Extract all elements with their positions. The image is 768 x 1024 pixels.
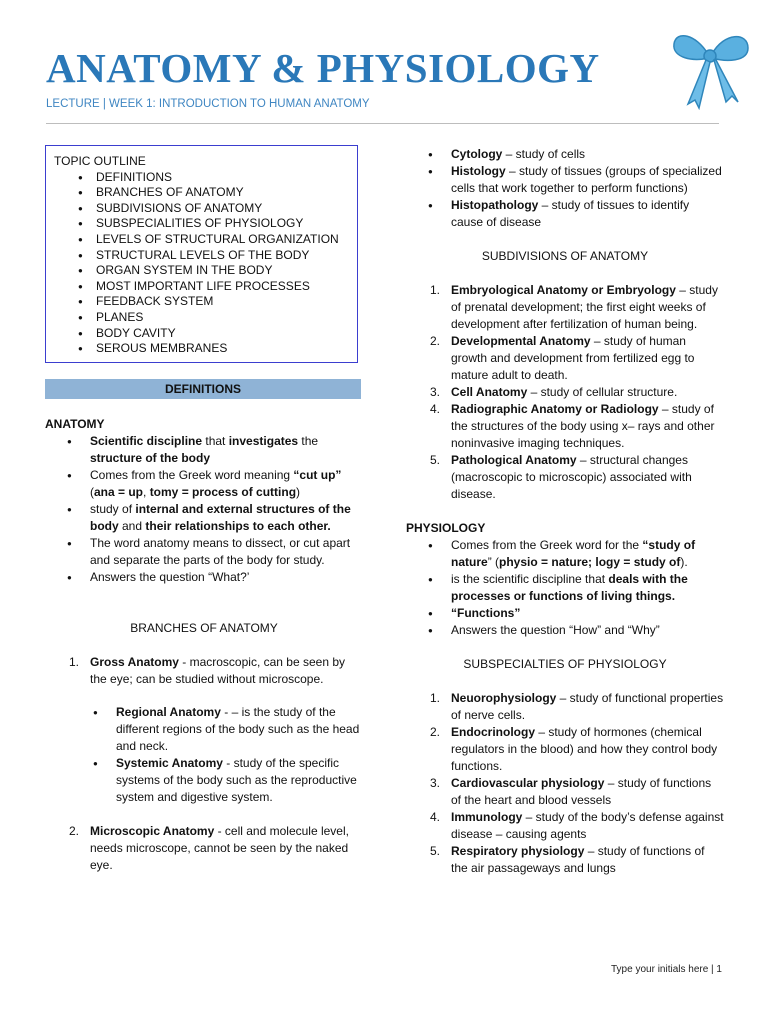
subdivision-item: 2. Developmental Anatomy – study of human growth and development from fertilized egg to mature adult to death. xyxy=(430,334,695,382)
branch-subitem: ● Regional Anatomy - – is the study of the different regions of the body such as the head and neck. xyxy=(45,704,363,755)
page-footer: Type your initials here | 1 xyxy=(611,964,722,975)
outline-list xyxy=(54,170,357,357)
left-column xyxy=(45,416,363,874)
outline-item: ● DEFINITIONS xyxy=(54,170,357,186)
subspecialty-item: 3. Cardiovascular physiology – study of functions of the heart and blood vessels xyxy=(430,776,712,807)
branches-heading: BRANCHES OF ANATOMY xyxy=(130,621,278,635)
outline-item: ● STRUCTURAL LEVELS OF THE BODY xyxy=(54,248,357,264)
physiology-bullet: ● is the scientific discipline that deals with the processes or functions of living things. xyxy=(406,571,724,605)
branch-item: 1. Gross Anatomy - macroscopic, can be seen by the eye; can be studied without microscope. xyxy=(69,655,345,686)
subspecialties-heading: SUBSPECIALTIES OF PHYSIOLOGY xyxy=(463,657,667,671)
physiology-heading: PHYSIOLOGY xyxy=(406,521,486,535)
outline-item: ● ORGAN SYSTEM IN THE BODY xyxy=(54,263,357,279)
outline-item: ● FEEDBACK SYSTEM xyxy=(54,294,357,310)
physiology-bullet: ● Comes from the Greek word for the “study of nature” (physio = nature; logy = study of). xyxy=(406,537,724,571)
document-title: ANATOMY & PHYSIOLOGY xyxy=(46,45,600,91)
outline-item: ● PLANES xyxy=(54,310,357,326)
outline-item: ● MOST IMPORTANT LIFE PROCESSES xyxy=(54,279,357,295)
header-divider xyxy=(46,123,719,124)
micro-bullet: ● Histopathology – study of tissues to identify cause of disease xyxy=(406,197,724,231)
subspecialty-item: 4. Immunology – study of the body’s defense against disease – causing agents xyxy=(430,810,724,841)
outline-heading: TOPIC OUTLINE xyxy=(54,154,146,168)
physiology-bullet: ● “Functions” xyxy=(406,605,724,622)
subdivisions-heading: SUBDIVISIONS OF ANATOMY xyxy=(481,249,649,263)
anatomy-bullet: ● Answers the question “What?’ xyxy=(45,569,363,586)
subspecialty-item: 5. Respiratory physiology – study of functions of the air passageways and lungs xyxy=(430,844,705,875)
anatomy-bullet: ● study of internal and external structures of the body and their relationships to each other. xyxy=(45,501,363,535)
definitions-section-bar: DEFINITIONS xyxy=(45,379,361,399)
subdivision-item: 4. Radiographic Anatomy or Radiology – study of the structures of the body using x– rays and other noninvasive imaging techniques. xyxy=(430,402,715,450)
subspecialty-item: 2. Endocrinology – study of hormones (chemical regulators in the blood) and how they control body functions. xyxy=(430,725,718,773)
micro-bullet: ● Histology – study of tissues (groups of specialized cells that work together to perform functions) xyxy=(406,163,724,197)
anatomy-bullet: ● The word anatomy means to dissect, or cut apart and separate the parts of the body for study. xyxy=(45,535,363,569)
anatomy-heading: ANATOMY xyxy=(45,417,105,431)
anatomy-bullet: ● Scientific discipline that investigates the structure of the body xyxy=(45,433,363,467)
subspecialty-item: 1. Neuorophysiology – study of functional properties of nerve cells. xyxy=(430,691,724,722)
outline-item: ● BODY CAVITY xyxy=(54,326,357,342)
lecture-subtitle: LECTURE | WEEK 1: INTRODUCTION TO HUMAN ANATOMY xyxy=(46,98,370,110)
outline-item: ● SUBSPECIALITIES OF PHYSIOLOGY xyxy=(54,216,357,232)
subdivision-item: 5. Pathological Anatomy – structural changes (macroscopic to microscopic) associated with disease. xyxy=(430,453,692,501)
right-column xyxy=(406,146,724,877)
anatomy-bullet: ● Comes from the Greek word meaning “cut up” (ana = up, tomy = process of cutting) xyxy=(45,467,363,501)
topic-outline-box xyxy=(45,145,358,363)
branch-subitem: ● Systemic Anatomy - study of the specific systems of the body such as the reproductive system and digestive system. xyxy=(45,755,363,806)
subdivision-item: 1. Embryological Anatomy or Embryology – study of prenatal development; the first eight weeks of development after fertilization of human being. xyxy=(430,283,718,331)
outline-item: ● SUBDIVISIONS OF ANATOMY xyxy=(54,201,357,217)
outline-item: ● SEROUS MEMBRANES xyxy=(54,341,357,357)
subdivision-item: 3. Cell Anatomy – study of cellular structure. xyxy=(430,385,678,399)
branch-item: 2. Microscopic Anatomy - cell and molecule level, needs microscope, cannot be seen by the naked eye. xyxy=(69,824,349,872)
physiology-bullet: ● Answers the question “How” and “Why” xyxy=(406,622,724,639)
micro-bullet: ● Cytology – study of cells xyxy=(406,146,724,163)
ribbon-bow-icon xyxy=(668,24,752,110)
outline-item: ● BRANCHES OF ANATOMY xyxy=(54,185,357,201)
outline-item: ● LEVELS OF STRUCTURAL ORGANIZATION xyxy=(54,232,357,248)
